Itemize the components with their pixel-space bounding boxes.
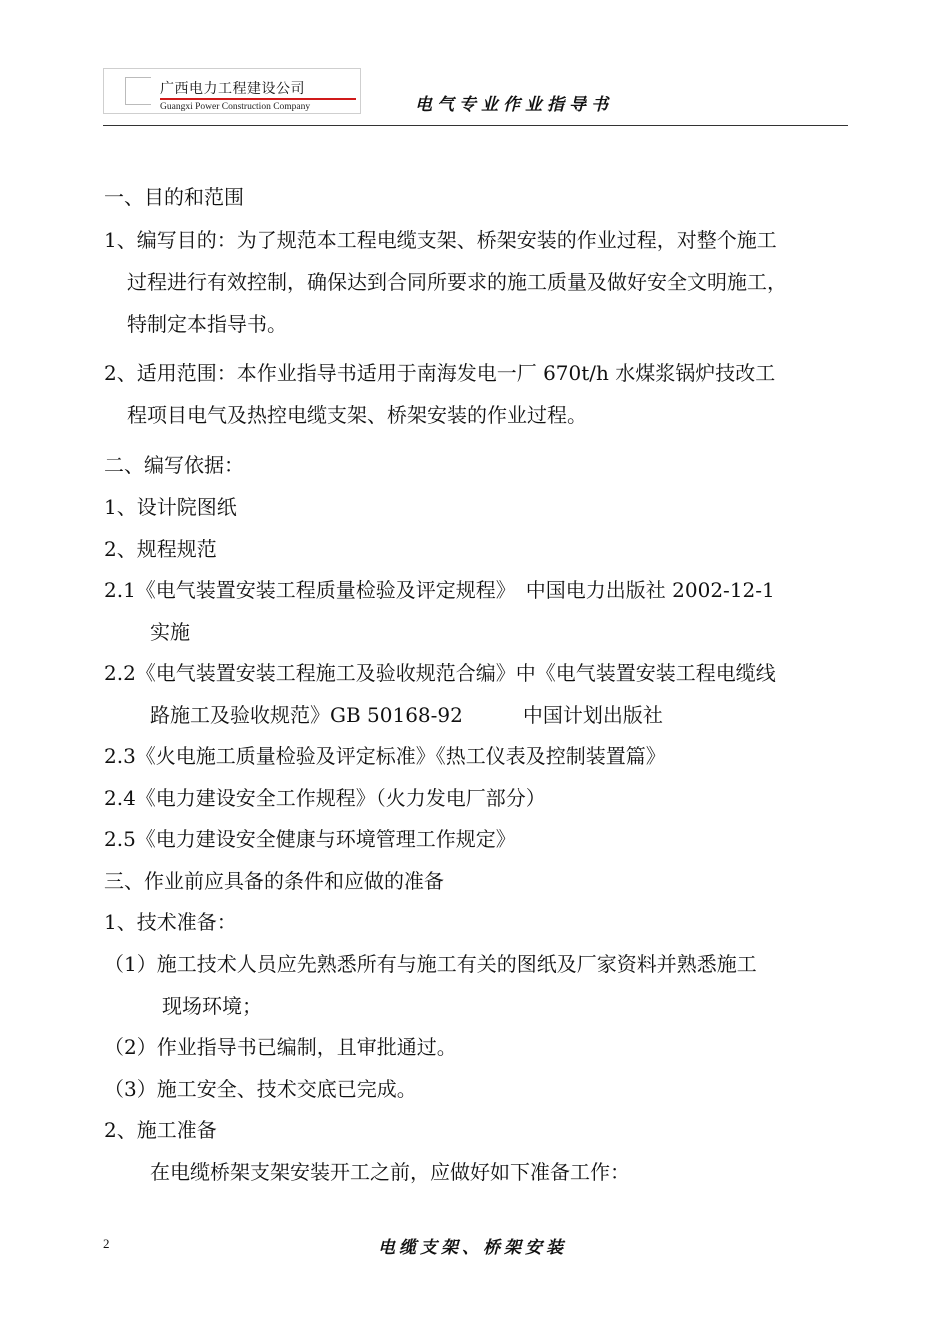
- list-item: 1、设计院图纸: [104, 495, 237, 519]
- paragraph-line: 在电缆桥架支架安装开工之前，应做好如下准备工作：: [150, 1160, 630, 1184]
- company-name-en: Guangxi Power Construction Company: [160, 102, 311, 112]
- paragraph-line: 1、编写目的：为了规范本工程电缆支架、桥架安装的作业过程，对整个施工: [104, 228, 777, 252]
- section-heading: 一、目的和范围: [104, 185, 244, 209]
- paragraph-line: 过程进行有效控制，确保达到合同所要求的施工质量及做好安全文明施工，: [127, 270, 787, 294]
- header-divider: [103, 125, 848, 126]
- paragraph-line: 程项目电气及热控电缆支架、桥架安装的作业过程。: [127, 403, 587, 427]
- page-number: 2: [103, 1236, 110, 1251]
- list-item: 2.1《电气装置安装工程质量检验及评定规程》 中国电力出版社 2002-12-1: [104, 578, 775, 602]
- list-item-continued: 现场环境；: [162, 994, 262, 1018]
- list-item: 2.3《火电施工质量检验及评定标准》《热工仪表及控制装置篇》: [104, 744, 666, 768]
- list-item: （2）作业指导书已编制，且审批通过。: [104, 1035, 457, 1059]
- list-item: 2.4《电力建设安全工作规程》（火力发电厂部分）: [104, 786, 546, 810]
- document-title: 电气专业作业指导书: [415, 95, 613, 115]
- list-item: 2、施工准备: [104, 1118, 217, 1142]
- list-item: 1、技术准备：: [104, 910, 237, 934]
- paragraph-line: 特制定本指导书。: [127, 312, 287, 336]
- logo-mark: [125, 77, 151, 105]
- logo-underline: [160, 98, 356, 100]
- section-heading: 二、编写依据：: [104, 453, 244, 477]
- company-name-cn: 广西电力工程建设公司: [160, 81, 305, 97]
- list-item-continued: 实施: [150, 620, 190, 644]
- company-logo: [103, 68, 361, 114]
- footer-title: 电缆支架、桥架安装: [378, 1238, 567, 1258]
- list-item: 2.2《电气装置安装工程施工及验收规范合编》中《电气装置安装工程电缆线: [104, 661, 776, 685]
- paragraph-line: 2、适用范围：本作业指导书适用于南海发电一厂 670t/h 水煤浆锅炉技改工: [104, 361, 776, 385]
- list-item: （3）施工安全、技术交底已完成。: [104, 1077, 417, 1101]
- list-item: 2.5《电力建设安全健康与环境管理工作规定》: [104, 827, 516, 851]
- list-item: （1）施工技术人员应先熟悉所有与施工有关的图纸及厂家资料并熟悉施工: [104, 952, 757, 976]
- list-item-continued: 路施工及验收规范》GB 50168-92 中国计划出版社: [150, 703, 663, 727]
- section-heading: 三、作业前应具备的条件和应做的准备: [104, 869, 444, 893]
- list-item: 2、规程规范: [104, 537, 217, 561]
